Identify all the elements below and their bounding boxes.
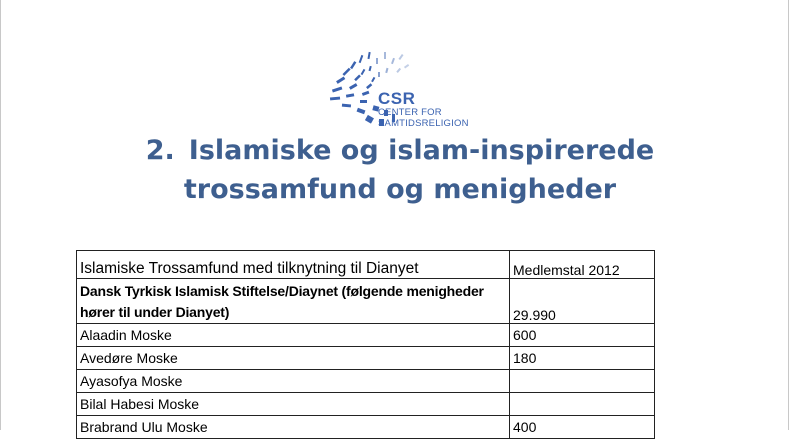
section-heading (100, 131, 700, 209)
row-name-cell: Avedøre Moske (77, 347, 510, 370)
section-number: 2. (145, 135, 175, 166)
table-row (77, 393, 655, 416)
heading-text-line1: Islamiske og islam-inspirerede (188, 135, 655, 166)
table-header-row (77, 251, 655, 279)
heading-line1 (100, 131, 700, 170)
table-row (77, 324, 655, 347)
heading-text-line2: trossamfund og menigheder (183, 174, 617, 205)
logo-line2: SAMTIDSRELIGION (378, 118, 469, 129)
row-name-cell: Alaadin Moske (77, 324, 510, 347)
header-name-cell: Islamiske Trossamfund med tilknytning til Dianyet (77, 251, 510, 279)
table-row (77, 347, 655, 370)
csr-logo (326, 44, 476, 134)
row-value-cell (510, 393, 655, 416)
header-value-cell: Medlemstal 2012 (510, 251, 655, 279)
row-name-cell: Bilal Habesi Moske (77, 393, 510, 416)
row-name-cell: Brabrand Ulu Moske (77, 416, 510, 439)
table-row (77, 416, 655, 439)
logo-line1: CENTER FOR (378, 107, 442, 118)
intro-name-cell: Dansk Tyrkisk Islamisk Stiftelse/Diaynet (følgende menigheder hører til under Dianyet) (77, 279, 510, 324)
row-name-cell: Ayasofya Moske (77, 370, 510, 393)
table-row-intro (77, 279, 655, 324)
table-row (77, 370, 655, 393)
logo-text (378, 90, 469, 129)
row-value-cell: 400 (510, 416, 655, 439)
row-value-cell (510, 370, 655, 393)
membership-table (76, 250, 655, 439)
intro-value-cell: 29.990 (510, 279, 655, 324)
row-value-cell: 180 (510, 347, 655, 370)
logo-abbr: CSR (378, 89, 416, 108)
row-value-cell: 600 (510, 324, 655, 347)
